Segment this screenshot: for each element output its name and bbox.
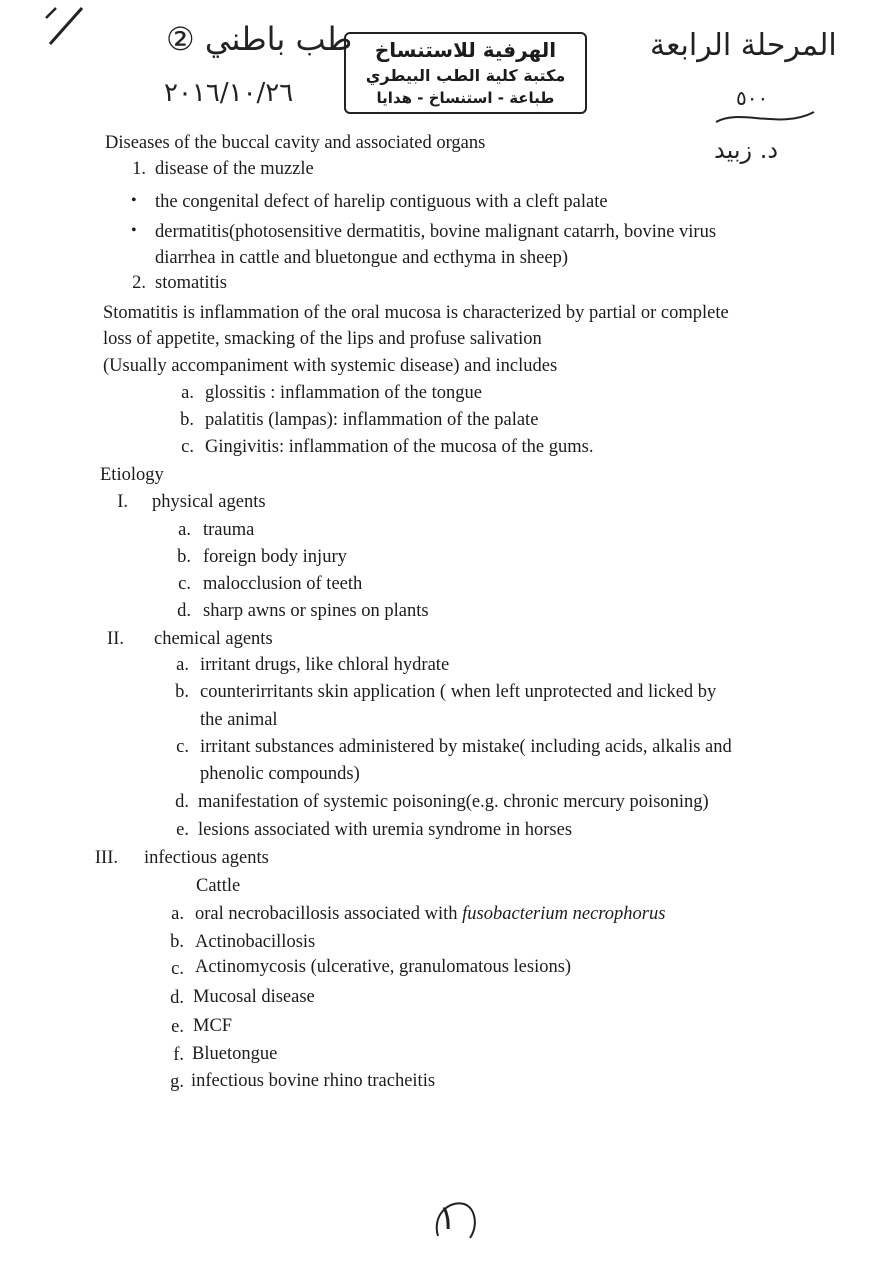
chemical-item: lesions associated with uremia syndrome in horses [198, 820, 573, 840]
muzzle-bullet-2: dermatitis(photosensitive dermatitis, bovine malignant catarrh, bovine virus [155, 222, 717, 242]
stomatitis-item: Gingivitis: inflammation of the mucosa of the gums. [205, 437, 594, 457]
stamp-line-3: طباعة - استنساخ - هدايا [376, 89, 555, 107]
list-marker: b. [177, 547, 191, 567]
list-marker: c. [178, 574, 191, 594]
list-marker: a. [171, 904, 184, 924]
price-underline-icon [710, 104, 820, 130]
muzzle-bullet-1: the congenital defect of harelip contiguous with a cleft palate [155, 192, 608, 212]
stomatitis-number: 2. [132, 273, 146, 293]
subject-handwritten: طب باطني ② [166, 20, 353, 58]
bullet-icon: • [131, 192, 137, 209]
infectious-item-text: oral necrobacillosis associated with [195, 904, 463, 924]
list-marker: a. [176, 655, 189, 675]
date-handwritten: ٢٠١٦/١٠/٢٦ [164, 78, 294, 108]
check-mark-icon [38, 2, 88, 50]
list-marker: c. [171, 959, 184, 979]
stomatitis-item: palatitis (lampas): inflammation of the palate [205, 410, 539, 430]
list-marker: e. [176, 820, 189, 840]
list-marker: b. [180, 410, 194, 430]
bullet-icon: • [131, 222, 137, 239]
list-marker: c. [176, 737, 189, 757]
organism-name: fusobacterium necrophorus [462, 904, 666, 924]
list-marker: b. [175, 682, 189, 702]
stomatitis-para-3: (Usually accompaniment with systemic disease) and includes [103, 356, 558, 376]
infectious-number: III. [94, 848, 118, 868]
muzzle-heading: disease of the muzzle [155, 159, 314, 179]
page-number: ١ [438, 1198, 457, 1238]
stomatitis-para-2: loss of appetite, smacking of the lips and profuse salivation [103, 329, 542, 349]
list-marker: d. [175, 792, 189, 812]
chemical-item-cont: phenolic compounds) [200, 764, 360, 784]
infectious-item: Mucosal disease [193, 987, 315, 1007]
infectious-item: infectious bovine rhino tracheitis [191, 1071, 436, 1091]
list-marker: b. [170, 932, 184, 952]
price-handwritten: ٥٠٠ [736, 86, 769, 110]
list-marker: a. [181, 383, 194, 403]
physical-item: trauma [203, 520, 255, 540]
physical-item: malocclusion of teeth [203, 574, 363, 594]
library-stamp [344, 32, 587, 114]
page-number-circle-icon [430, 1196, 482, 1246]
infectious-item [195, 902, 665, 926]
infectious-item: MCF [193, 1016, 233, 1036]
list-marker: g. [170, 1072, 184, 1092]
species-label: Cattle [196, 876, 241, 896]
chemical-item: counterirritants skin application ( when left unprotected and licked by [200, 682, 717, 702]
list-marker: e. [171, 1017, 184, 1037]
chemical-item-cont: the animal [200, 710, 278, 730]
stomatitis-item: glossitis : inflammation of the tongue [205, 383, 482, 403]
muzzle-number: 1. [132, 159, 146, 179]
infectious-item: Bluetongue [192, 1044, 278, 1064]
physical-item: foreign body injury [203, 547, 347, 567]
lecturer-handwritten: د. زبيد [714, 136, 779, 164]
chemical-item: irritant substances administered by mistake( including acids, alkalis and [200, 737, 732, 757]
chemical-heading: chemical agents [154, 629, 273, 649]
list-marker: d. [170, 988, 184, 1008]
list-marker: d. [177, 601, 191, 621]
infectious-item: Actinobacillosis [195, 932, 316, 952]
stomatitis-para-1: Stomatitis is inflammation of the oral mucosa is characterized by partial or complete [103, 303, 729, 323]
list-marker: f. [173, 1045, 184, 1065]
chemical-item: manifestation of systemic poisoning(e.g. chronic mercury poisoning) [198, 792, 709, 812]
chemical-number: II. [107, 629, 124, 649]
infectious-heading: infectious agents [144, 848, 269, 868]
physical-heading: physical agents [152, 492, 266, 512]
etiology-heading: Etiology [100, 465, 164, 485]
stage-handwritten: المرحلة الرابعة [650, 28, 837, 63]
physical-item: sharp awns or spines on plants [203, 601, 429, 621]
chemical-item: irritant drugs, like chloral hydrate [200, 655, 450, 675]
muzzle-bullet-2-cont: diarrhea in cattle and bluetongue and ecthyma in sheep) [155, 248, 568, 268]
stamp-line-2: مكتبة كلية الطب البيطري [365, 66, 566, 85]
document-title: Diseases of the buccal cavity and associated organs [105, 133, 486, 153]
infectious-item: Actinomycosis (ulcerative, granulomatous lesions) [195, 957, 572, 977]
list-marker: c. [181, 437, 194, 457]
list-marker: a. [178, 520, 191, 540]
stomatitis-heading: stomatitis [155, 273, 227, 293]
physical-number: I. [117, 492, 128, 512]
stamp-line-1: الهرفية للاستنساخ [374, 38, 557, 62]
